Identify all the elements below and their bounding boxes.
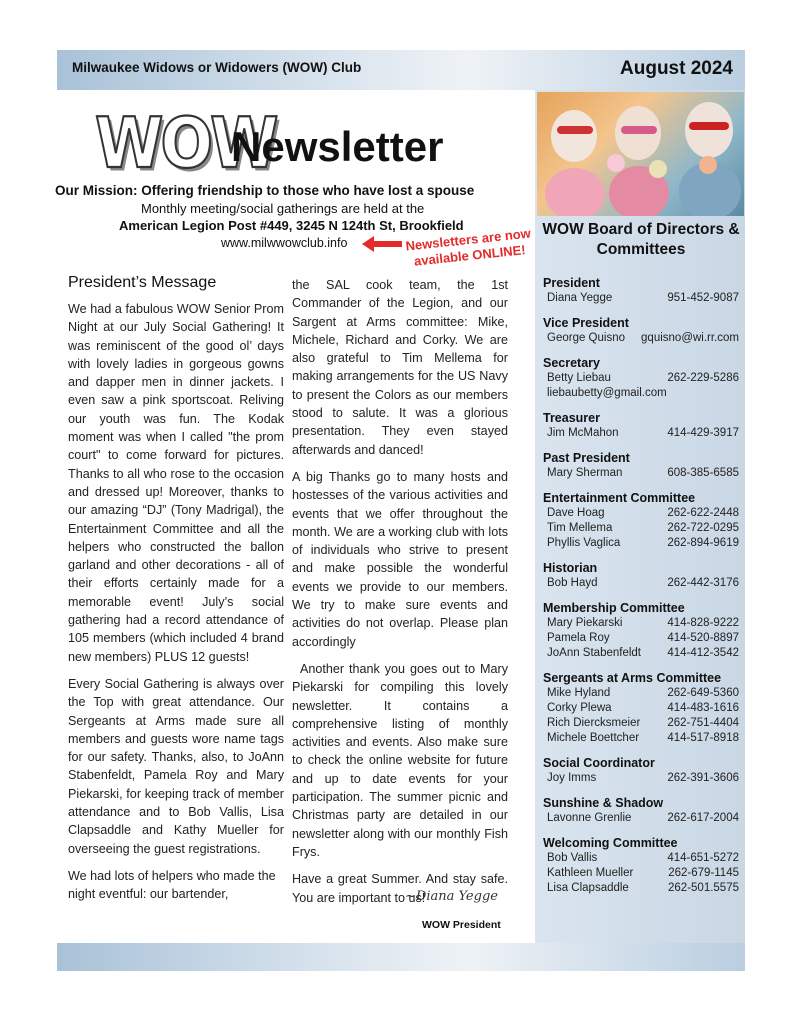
paragraph: Have a great Summer. And stay safe. You are important to us!: [292, 872, 508, 905]
board-member: [543, 466, 743, 481]
member-name: Joy Imms: [547, 772, 597, 784]
member-contact: 262-649-5360: [667, 687, 739, 699]
paragraph: the SAL cook team, the 1st Commander of the Legion, and our Sargent at Arms committee: Mike, Michele, Richard and Corky. We are also grateful to Tim Mellema for making arrangements for the US Navy to present the Colors as our members stood to salute. It was a glorious presentation. They even stayed afterwards and danced!: [292, 278, 508, 457]
board-group-title: Membership Committee: [543, 601, 685, 615]
board-member: [543, 506, 743, 521]
board-group: [543, 670, 743, 746]
paragraph: A big Thanks go to many hosts and hostesses of the various activities and events that we offer throughout the month. We are a working club with lots of individuals who strive to present and make possible the wonderful events we provide to our members. We try to make sure events and activities do not overlap. Please plan accordingly: [292, 469, 508, 649]
paragraph: Another thank you goes out to Mary Piekarski for compiling this lovely newsletter. It contains a comprehensive listing of monthly activities and events. Also make sure to check the online website for future and up to date events for your participation. The summer picnic and Christmas party are detailed in our newsletter along with our monthly Fish Frys.: [292, 661, 508, 859]
board-member: [543, 536, 743, 551]
board-group-title: President: [543, 276, 600, 290]
board-member: [543, 881, 743, 896]
member-name: Diana Yegge: [547, 292, 613, 304]
member-contact: gquisno@wi.rr.com: [641, 332, 739, 344]
member-name: Mary Sherman: [547, 467, 623, 479]
issue-date: August 2024: [620, 58, 733, 79]
member-name: Mike Hyland: [547, 687, 611, 699]
footer-bar: [57, 943, 745, 971]
board-group: [543, 315, 743, 346]
mission-statement: Our Mission: Offering friendship to those who have lost a spouse: [55, 183, 475, 198]
board-group: [543, 450, 743, 481]
presidents-message-heading: President’s Message: [68, 274, 217, 291]
board-group-title: Vice President: [543, 316, 629, 330]
board-member: [543, 521, 743, 536]
member-contact: 262-622-2448: [667, 507, 739, 519]
board-group-title: Entertainment Committee: [543, 491, 696, 505]
signature-title: WOW President: [422, 919, 501, 931]
board-group-title: Welcoming Committee: [543, 836, 678, 850]
board-member: [543, 616, 743, 631]
club-name: Milwaukee Widows or Widowers (WOW) Club: [72, 60, 362, 75]
member-contact: 262-617-2004: [667, 812, 739, 824]
board-group-title: Past President: [543, 451, 630, 465]
member-contact: 608-385-6585: [667, 467, 739, 479]
meeting-info-line1: Monthly meeting/social gatherings are held at the: [141, 201, 425, 216]
member-contact: 262-894-9619: [667, 537, 739, 549]
member-email: liebaubetty@gmail.com: [547, 387, 667, 399]
board-group: [543, 275, 743, 306]
member-name: Lisa Clapsaddle: [547, 882, 629, 894]
board-group: [543, 355, 743, 401]
board-member: [543, 716, 743, 731]
board-group: [543, 755, 743, 786]
board-member: [543, 291, 743, 306]
board-group: [543, 795, 743, 826]
board-group-title: Social Coordinator: [543, 756, 655, 770]
member-contact: 414-412-3542: [667, 647, 739, 659]
board-member: [543, 701, 743, 716]
member-name: Rich Diercksmeier: [547, 717, 641, 729]
member-name: Betty Liebau: [547, 372, 611, 384]
board-group: [543, 600, 743, 661]
wow-logo: WOW: [95, 102, 276, 184]
member-contact: 414-651-5272: [667, 852, 739, 864]
meeting-info-line2: American Legion Post #449, 3245 N 124th St, Brookfield: [119, 218, 464, 233]
board-member: [543, 851, 743, 866]
paragraph: Every Social Gathering is always over the Top with great attendance. Our Sergeants at Arms made sure all members and guests wore name tags for our safety. Thanks, also, to JoAnn Stabenfeldt, Pamela Roy and Mary Piekarski, for keeping track of member attendance and to Bob Vallis, Lisa Clapsaddle and Kathy Mueller for overseeing the guest registrations.: [68, 676, 284, 856]
member-name: Corky Plewa: [547, 702, 612, 714]
member-contact: 262-679-1145: [668, 867, 739, 879]
member-name: Tim Mellema: [547, 522, 613, 534]
arrow-left-icon: [362, 236, 402, 252]
member-name: Jim McMahon: [547, 427, 619, 439]
member-contact: 262-229-5286: [667, 372, 739, 384]
signature: ~Diana Yegge: [405, 889, 498, 904]
presidents-message-col2: [292, 276, 508, 916]
board-member: [543, 686, 743, 701]
board-group: [543, 560, 743, 591]
presidents-message-col1: [68, 300, 284, 913]
board-group-title: Sergeants at Arms Committee: [543, 671, 722, 685]
member-contact: 414-483-1616: [667, 702, 739, 714]
board-group: [543, 835, 743, 896]
board-list: [543, 275, 743, 905]
member-name: Phyllis Vaglica: [547, 537, 621, 549]
board-group-title: Historian: [543, 561, 598, 575]
board-member: [543, 731, 743, 746]
member-name: Pamela Roy: [547, 632, 610, 644]
board-member: [543, 371, 743, 386]
board-group: [543, 410, 743, 441]
newsletter-title: Newsletter: [231, 123, 444, 170]
board-member: [543, 331, 743, 346]
member-name: Bob Hayd: [547, 577, 598, 589]
board-member: [543, 576, 743, 591]
member-contact: 951-452-9087: [667, 292, 739, 304]
board-member: [543, 811, 743, 826]
board-group: [543, 490, 743, 551]
member-contact: 262-751-4404: [667, 717, 739, 729]
online-note: Newsletters are now available ONLINE!: [404, 225, 532, 269]
board-member: [543, 866, 743, 881]
member-name: Michele Boettcher: [547, 732, 640, 744]
member-contact: 262-501.5575: [668, 882, 739, 894]
paragraph: We had a fabulous WOW Senior Prom Night at our July Social Gathering! It was reminiscent of the good ol’ days with lovely ladies in gorgeous gowns and dapper men in dinner jackets. I even saw a pink sportscoat. Reliving our youth was fun. The Kodak moment was when I called "the prom court" to come forward for pictures. Thanks to all who rose to the occasion and dressed up! Moreover, thanks to our amazing “DJ” (Tony Madrigal), the Entertainment Committee and all the helpers who constructed the ballon garland and other decorations - all of their efforts certainly made for a memorable event! July’s social gathering had a record attendance of 105 members (which included 4 brand new members) PLUS 12 guests!: [68, 302, 284, 664]
board-group-title: Sunshine & Shadow: [543, 796, 664, 810]
paragraph: We had lots of helpers who made the night eventful: our bartender,: [68, 868, 276, 902]
board-group-title: Treasurer: [543, 411, 600, 425]
member-contact: 262-442-3176: [667, 577, 739, 589]
member-name: Bob Vallis: [547, 852, 598, 864]
member-name: Dave Hoag: [547, 507, 605, 519]
member-contact: 414-429-3917: [667, 427, 739, 439]
member-name: George Quisno: [547, 332, 625, 344]
member-contact: 414-520-8897: [667, 632, 739, 644]
board-title: WOW Board of Directors & Committees: [542, 221, 740, 258]
member-name: Kathleen Mueller: [547, 867, 634, 879]
cover-photo: [537, 92, 744, 216]
member-name: JoAnn Stabenfeldt: [547, 647, 641, 659]
member-name: Mary Piekarski: [547, 617, 623, 629]
board-member: [543, 646, 743, 661]
board-member: [543, 426, 743, 441]
board-group-title: Secretary: [543, 356, 600, 370]
board-member: [543, 631, 743, 646]
member-name: Lavonne Grenlie: [547, 812, 632, 824]
member-contact: 414-517-8918: [667, 732, 739, 744]
board-member: [543, 771, 743, 786]
member-contact: 414-828-9222: [667, 617, 739, 629]
website-link[interactable]: www.milwwowclub.info: [221, 236, 348, 250]
member-contact: 262-722-0295: [667, 522, 739, 534]
member-contact: 262-391-3606: [667, 772, 739, 784]
